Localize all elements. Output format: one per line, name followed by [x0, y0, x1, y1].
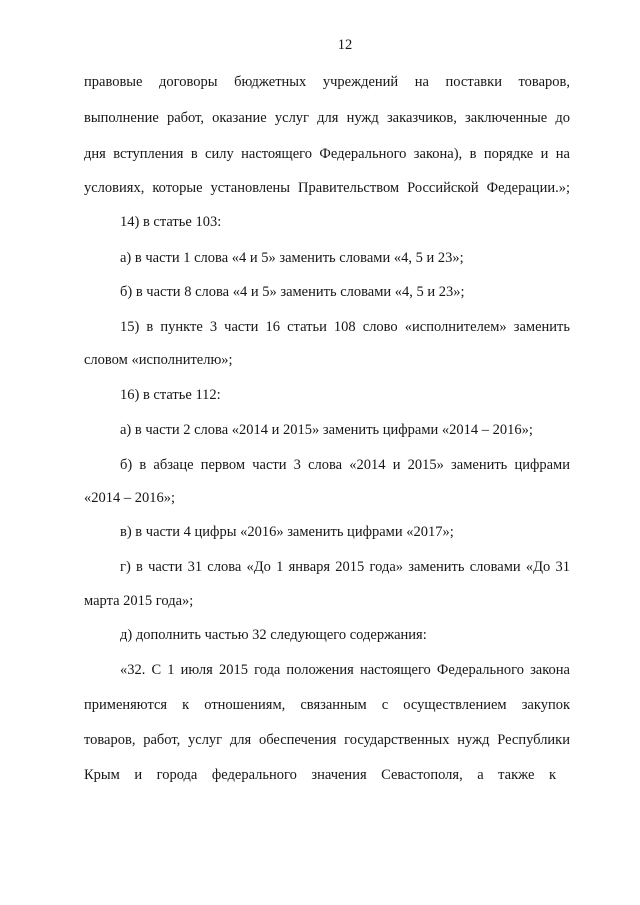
text-line: «32. С 1 июля 2015 года положения настоящего Федерального закона [120, 662, 570, 678]
text-line: правовые договоры бюджетных учреждений на поставки товаров, [84, 74, 570, 90]
text-line: а) в части 2 слова «2014 и 2015» заменить цифрами «2014 – 2016»; [120, 422, 533, 438]
text-line: применяются к отношениям, связанным с осуществлением закупок [84, 697, 570, 713]
text-line: 14) в статье 103: [120, 214, 222, 230]
text-line: марта 2015 года»; [84, 593, 194, 609]
text-line: условиях, которые установлены Правительством Российской Федерации.»; [84, 180, 570, 196]
text-line: в) в части 4 цифры «2016» заменить цифрами «2017»; [120, 524, 454, 540]
text-line: б) в части 8 слова «4 и 5» заменить словами «4, 5 и 23»; [120, 284, 465, 300]
text-line: 16) в статье 112: [120, 387, 221, 403]
text-line: дня вступления в силу настоящего Федерального закона), в порядке и на [84, 146, 570, 162]
page-number: 12 [337, 37, 353, 53]
text-line: товаров, работ, услуг для обеспечения государственных нужд Республики [84, 732, 570, 748]
text-line: словом «исполнителю»; [84, 352, 233, 368]
text-line: б) в абзаце первом части 3 слова «2014 и 2015» заменить цифрами [120, 457, 570, 473]
text-line: 15) в пункте 3 части 16 статьи 108 слово «исполнителем» заменить [120, 319, 570, 335]
text-line: Крым и города федерального значения Севастополя, а также к [84, 767, 556, 783]
text-line: а) в части 1 слова «4 и 5» заменить словами «4, 5 и 23»; [120, 250, 464, 266]
text-line: г) в части 31 слова «До 1 января 2015 года» заменить словами «До 31 [120, 559, 570, 575]
text-line: д) дополнить частью 32 следующего содержания: [120, 627, 427, 643]
text-line: выполнение работ, оказание услуг для нужд заказчиков, заключенные до [84, 110, 570, 126]
text-line: «2014 – 2016»; [84, 490, 176, 506]
